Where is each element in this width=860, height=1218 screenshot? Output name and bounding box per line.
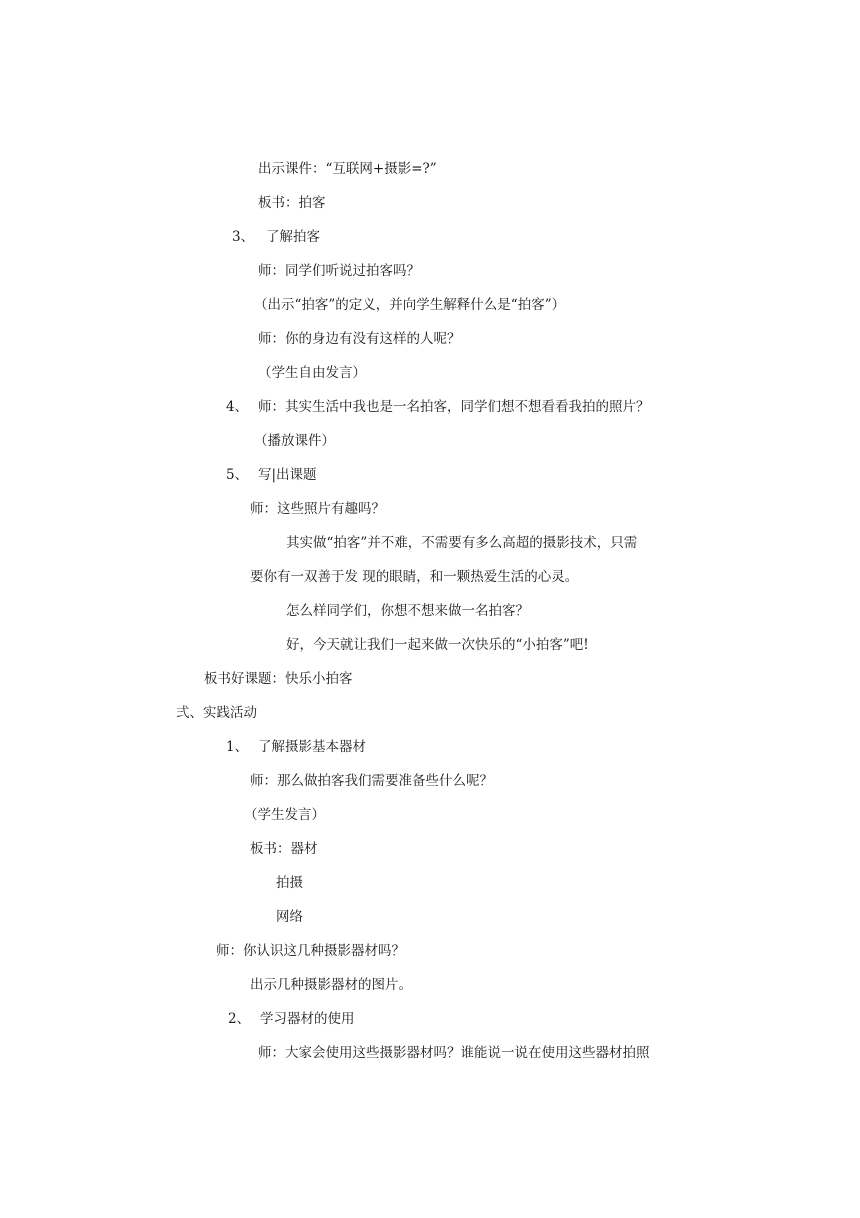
text-line: （出示“拍客”的定义，并向学生解释什么是“拍客”） bbox=[254, 297, 566, 313]
text-line: 好，今天就让我们一起来做一次快乐的“小拍客”吧! bbox=[286, 637, 589, 653]
text-line: 板书：拍客 bbox=[258, 195, 326, 211]
section-heading: 弍、实践活动 bbox=[176, 705, 257, 721]
list-number: 5、 bbox=[226, 467, 249, 483]
text-line: 师：你的身边有没有这样的人呢？ bbox=[258, 331, 461, 347]
text-line: （播放课件） bbox=[254, 433, 335, 449]
list-item-heading: 了解拍客 bbox=[266, 229, 320, 245]
text-line: 要你有一双善于发 现的眼睛，和一颗热爱生活的心灵。 bbox=[250, 569, 579, 585]
text-line: （学生自由发言） bbox=[258, 365, 366, 381]
list-number: 1、 bbox=[226, 739, 249, 755]
text-line: 师：这些照片有趣吗？ bbox=[250, 501, 385, 517]
text-line: 出示几种摄影器材的图片。 bbox=[250, 977, 412, 993]
list-item-heading: 了解摄影基本器材 bbox=[258, 739, 366, 755]
text-line: 其实做“拍客”并不难，不需要有多么高超的摄影技术，只需 bbox=[286, 535, 638, 551]
list-item-heading: 学习器材的使用 bbox=[260, 1011, 355, 1027]
text-line: 师：你认识这几种摄影器材吗？ bbox=[216, 943, 405, 959]
text-line: 师：那么做拍客我们需要准备些什么呢？ bbox=[250, 773, 493, 789]
text-line: 出示课件：“互联网+摄影=?” bbox=[258, 161, 437, 177]
text-line: 网络 bbox=[276, 909, 303, 925]
text-line: 板书好课题：快乐小拍客 bbox=[204, 671, 353, 687]
text-line: 师：其实生活中我也是一名拍客，同学们想不想看看我拍的照片？ bbox=[258, 399, 650, 415]
text-line: 师：同学们听说过拍客吗？ bbox=[258, 263, 420, 279]
list-number: 3、 bbox=[232, 229, 255, 245]
text-line: 板书：器材 bbox=[250, 841, 318, 857]
text-line: （学生发言） bbox=[244, 807, 325, 823]
text-line: 拍摄 bbox=[276, 875, 303, 891]
list-number: 4、 bbox=[226, 399, 249, 415]
list-number: 2、 bbox=[228, 1011, 251, 1027]
list-item-heading: 写|出课题 bbox=[258, 467, 317, 483]
text-line: 怎么样同学们，你想不想来做一名拍客？ bbox=[286, 603, 529, 619]
text-line: 师：大家会使用这些摄影器材吗？谁能说一说在使用这些器材拍照 bbox=[258, 1045, 650, 1061]
